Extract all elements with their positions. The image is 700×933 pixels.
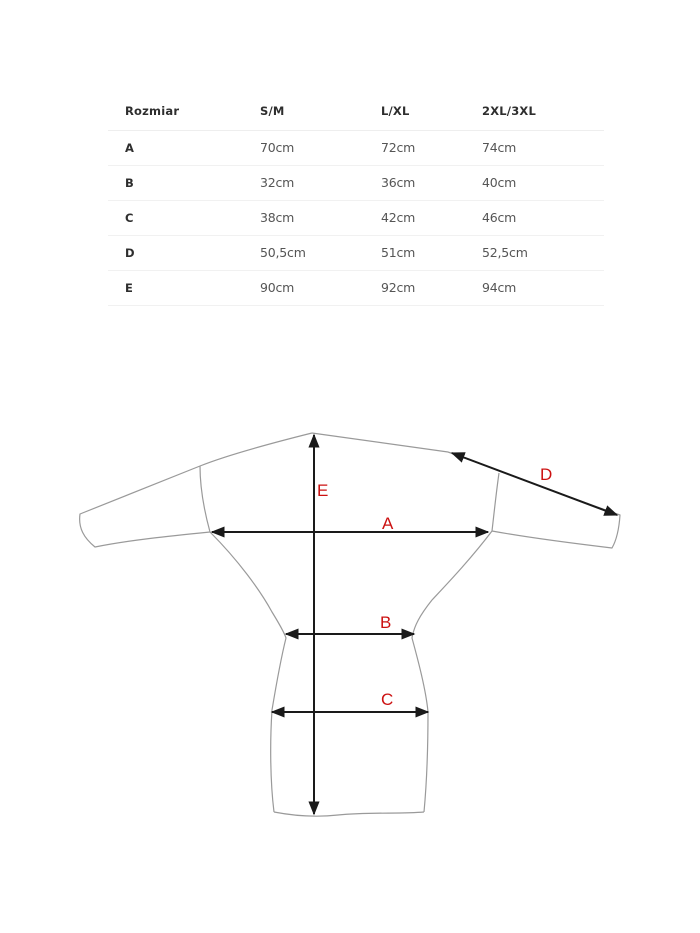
left-armhole-seam <box>200 466 210 532</box>
measurement-labels <box>317 465 552 709</box>
dress-outline <box>80 433 620 816</box>
table-cell: 74cm <box>482 140 517 155</box>
label-d: D <box>540 465 553 484</box>
right-side-outline <box>412 531 492 812</box>
header-l-xl: L/XL <box>381 103 410 118</box>
row-label: D <box>125 245 135 260</box>
table-cell: 50,5cm <box>260 245 306 260</box>
table-cell: 52,5cm <box>482 245 528 260</box>
hem-outline <box>274 812 424 816</box>
table-cell: 94cm <box>482 280 517 295</box>
table-cell: 40cm <box>482 175 517 190</box>
label-e: E <box>317 481 329 500</box>
label-c: C <box>381 690 394 709</box>
measurement-arrows <box>212 435 617 814</box>
table-cell: 72cm <box>381 140 416 155</box>
left-sleeve-outline <box>80 433 312 547</box>
neckline-outline <box>312 433 448 452</box>
table-cell: 70cm <box>260 140 295 155</box>
right-sleeve-outline <box>448 452 620 548</box>
right-armhole-seam <box>492 473 499 531</box>
table-cell: 92cm <box>381 280 416 295</box>
table-cell: 38cm <box>260 210 295 225</box>
table-cell: 42cm <box>381 210 416 225</box>
label-b: B <box>380 613 392 632</box>
header-2xl-3xl: 2XL/3XL <box>482 103 536 118</box>
row-label: E <box>125 280 133 295</box>
measurement-d-arrow <box>452 453 617 515</box>
left-side-outline <box>210 532 286 812</box>
row-label: A <box>125 140 134 155</box>
label-a: A <box>382 514 394 533</box>
row-label: C <box>125 210 134 225</box>
table-cell: 32cm <box>260 175 295 190</box>
table-cell: 90cm <box>260 280 295 295</box>
header-size: Rozmiar <box>125 103 180 118</box>
table-cell: 51cm <box>381 245 416 260</box>
table-cell: 36cm <box>381 175 416 190</box>
header-s-m: S/M <box>260 103 285 118</box>
row-label: B <box>125 175 134 190</box>
table-cell: 46cm <box>482 210 517 225</box>
